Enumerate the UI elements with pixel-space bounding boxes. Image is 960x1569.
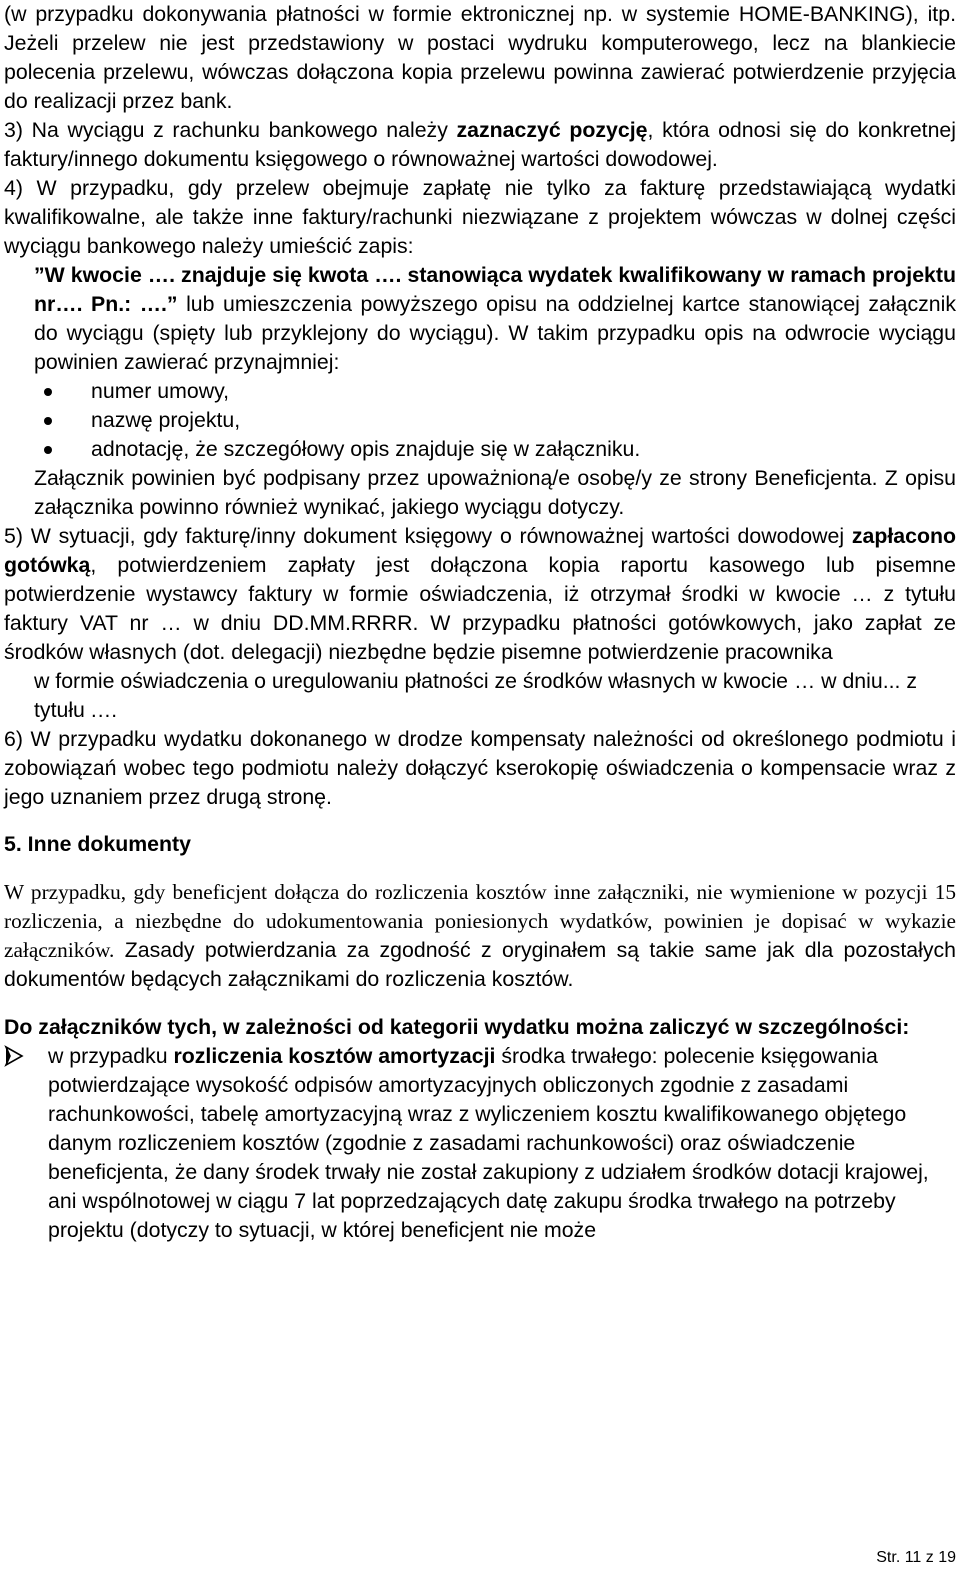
- paragraph-item-5-cont: w formie oświadczenia o uregulowaniu płatności ze środków własnych w kwocie … w dniu... z tytułu .…: [34, 669, 918, 722]
- item5-text-end: , potwierdzeniem zapłaty jest dołączona kopia raportu kasowego lub pisemne potwierdzenie wystawcy faktury w formie oświadczenia, iż otrzymał środki w kwocie … z tytułu faktury VAT nr … w dniu DD.MM.RRRR. W przypadku płatności gotówkowych, jako zapłat ze środków własnych (dot. delegacji) niezbędne będzie pisemne potwierdzenie pracownika: [4, 553, 956, 664]
- arrow-item-text-end: środka trwałego: polecenie księgowania potwierdzające wysokość odpisów amortyzacyjnych obliczonych zgodnie z zasadami rachunkowości, tabelę amortyzacyjną wraz z wyliczeniem kosztu kwalifikowanego objętego danym rozliczeniem kosztów (zgodnie z zasadami rachunkowości) oraz oświadczenie beneficjenta, że dany środek trwały nie został zakupiony z udziałem środków dotacji krajowej, ani wspólnotowej w ciągu 7 lat poprzedzających datę zakupu środka trwałego na potrzeby projektu (dotyczy to sytuacji, w której beneficjent nie może: [48, 1044, 929, 1242]
- item3-bold: zaznaczyć pozycję: [456, 118, 648, 142]
- paragraph-item-5: [4, 522, 956, 667]
- list-item: adnotację, że szczegółowy opis znajduje się w załączniku.: [34, 435, 956, 464]
- list-item: numer umowy,: [34, 377, 956, 406]
- arrow-item-text: w przypadku: [48, 1044, 174, 1068]
- bullet-list: [4, 377, 956, 464]
- paragraph-other-docs: [4, 878, 956, 994]
- paragraph-item-4: 4) W przypadku, gdy przelew obejmuje zapłatę nie tylko za fakturę przedstawiającą wydatki kwalifikowalne, ale także inne faktury/rachunki niezwiązane z projektem wówczas w dolnej części wyciągu bankowego należy umieścić zapis:: [4, 176, 956, 258]
- item5-bold: zapłacono gotówką: [4, 524, 956, 577]
- item5-text: 5) W sytuacji, gdy fakturę/inny dokument księgowy o równoważnej wartości dowodowej: [4, 524, 852, 548]
- sans-text: Zasady potwierdzania za zgodność z oryginałem są takie same jak dla pozostałych dokumentów będących załącznikami do rozliczenia kosztów.: [4, 938, 956, 991]
- item3-text-end: , która odnosi się do konkretnej faktury/innego dokumentu księgowego o równoważnej wartości dowodowej.: [4, 118, 956, 171]
- serif-text: W przypadku, gdy beneficjent dołącza do rozliczenia kosztów inne załączniki, nie wymienione w pozycji 15 rozliczenia, a niezbędne do udokumentowania poniesionych wydatków, powinien je dopisać w wykazie załączników.: [4, 880, 956, 962]
- paragraph-item-6: 6) W przypadku wydatku dokonanego w drodze kompensaty należności od określonego podmiotu i zobowiązań wobec tego podmiotu należy dołączyć kserokopię oświadczenia o kompensacie wraz z jego uznaniem przez drugą stronę.: [4, 727, 956, 809]
- item4-bold: ”W kwocie …. znajduje się kwota …. stanowiąca wydatek kwalifikowany w ramach projektu nr…. Pn.: ….”: [34, 263, 956, 316]
- paragraph-bold-intro: [4, 1013, 956, 1042]
- list-item: nazwę projektu,: [34, 406, 956, 435]
- paragraph-item-3: [4, 116, 956, 174]
- paragraph-attachment: Załącznik powinien być podpisany przez upoważnioną/e osobę/y ze strony Beneficjenta. Z opisu załącznika powinno również wynikać, jakiego wyciągu dotyczy.: [34, 466, 956, 519]
- arrow-item-bold: rozliczenia kosztów amortyzacji: [173, 1044, 496, 1068]
- document-page: [4, 0, 956, 1245]
- page-number: Str. 11 z 19: [876, 1549, 956, 1566]
- paragraph-item-4-note: [4, 261, 956, 377]
- arrow-list: [4, 1042, 956, 1245]
- item4-text-end: lub umieszczenia powyższego opisu na oddzielnej kartce stanowiącej załącznik do wyciągu (spięty lub przyklejony do wyciągu). W takim przypadku opis na odwrocie wyciągu powinien zawierać przynajmniej:: [34, 292, 956, 374]
- bold-intro: Do załączników tych, w zależności od kategorii wydatku można zaliczyć w szczególności:: [4, 1015, 910, 1039]
- list-item: [48, 1042, 956, 1245]
- paragraph-bank-transfer: (w przypadku dokonywania płatności w formie ektronicznej np. w systemie HOME-BANKING), itp. Jeżeli przelew nie jest przedstawiony w postaci wydruku komputerowego, lecz na blankiecie polecenia przelewu, wówczas dołączona kopia przelewu powinna zawierać potwierdzenie przyjęcia do realizacji przez bank.: [4, 2, 956, 113]
- section-heading: 5. Inne dokumenty: [4, 832, 191, 856]
- arrow-bullet-icon: [4, 1045, 24, 1067]
- item3-text: 3) Na wyciągu z rachunku bankowego należy: [4, 118, 457, 142]
